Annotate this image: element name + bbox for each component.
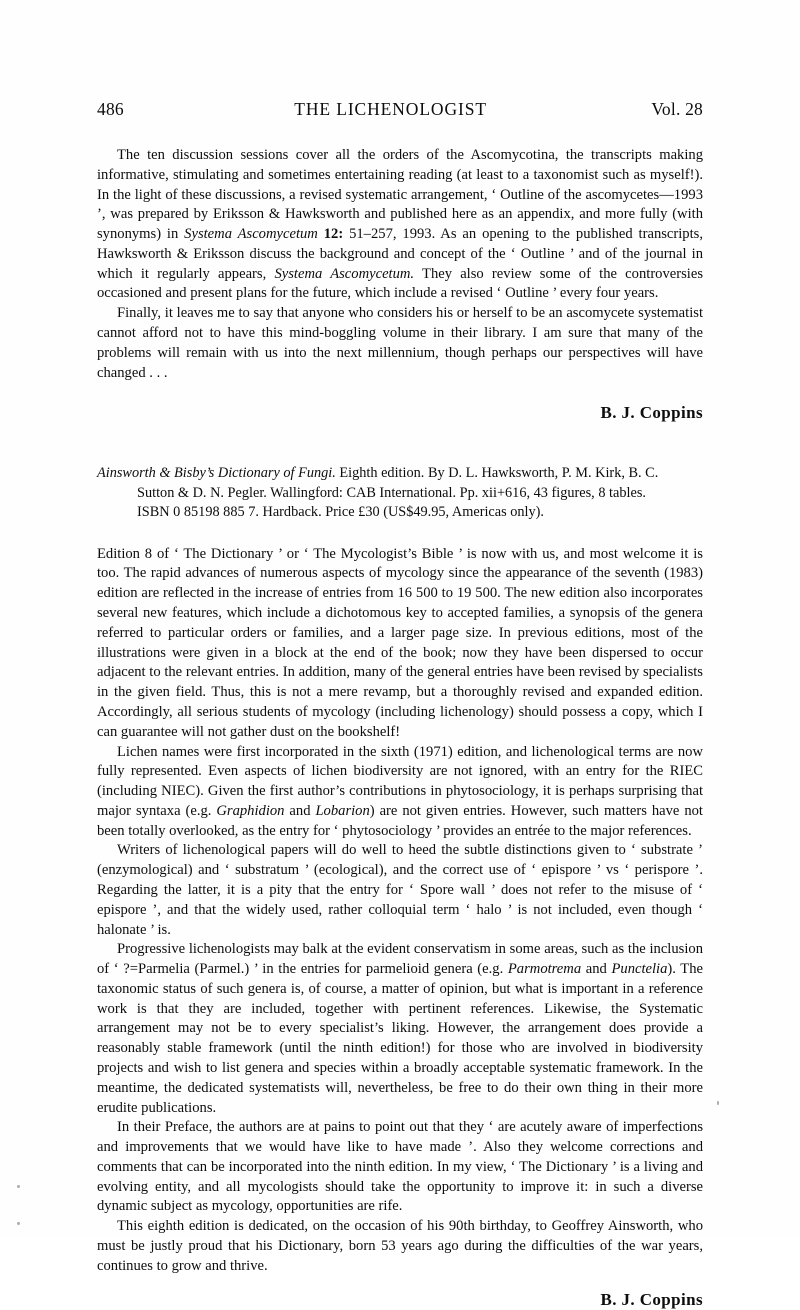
book-title: Ainsworth & Bisby’s Dictionary of Fungi. [97,465,336,482]
review-one-para1-part1: The ten discussion sessions cover all the orders of the Ascomycotina, the transcripts making informative, stimulating and sometimes entertaining reading (at least to a taxonomist such as myself!). In the light of these discussions, a revised systematic arrangement, ‘ Outline of the ascomycetes—1993 ’, was prepared by Eriksson & Hawksworth and published here as an appendix, and more fully (with synonyms) in [97,147,703,243]
taxon-lobarion-italic: Lobarion [315,802,370,819]
taxon-graphidion-italic: Graphidion [216,802,285,819]
review-two-paragraph-1: Edition 8 of ‘ The Dictionary ’ or ‘ The Mycologist’s Bible ’ is now with us, and most welcome it is too. The rapid advances of numerous aspects of mycology since the appearance of the seventh (1983) edition are reflected in the increase of entries from 16 500 to 19 500. The new edition also incorporates several new features, which include a dichotomous key to accepted families, a synopsis of the genera referred to particular orders or families, and a larger page size. In previous editions, most of the illustrations were given in a block at the end of the book; now they have been dispersed to occur adjacent to the relevant entries. In addition, many of the general entries have been revised by specialists in the given field. Thus, this is not a mere revamp, but a thoroughly revised and expanded edition. Accordingly, all serious students of mycology (including lichenology) should possess a copy, which I can guarantee will not gather dust on the bookshelf! [97,545,703,740]
review-one-para1-part2: 51–257, 1993. As an opening to the published transcripts, Hawksworth & Eriksson discuss the background and concept of the ‘ Outline ’ and of the journal in which it regularly appears, [97,226,703,282]
review-one-para1-part3: They also review some of the controversies occasioned and present plans for the future, which include a revised ‘ Outline ’ every four years. [97,265,703,302]
taxon-punctelia-italic: Punctelia [611,961,668,978]
review-two-paragraph-4 [97,940,703,1118]
review-one-paragraph-1 [97,146,703,304]
running-head [97,99,703,120]
spacer-after-citation [97,523,703,545]
review-two-para2-part3: ) are not given entries. However, such matters have not been totally overlooked, as the entry for ‘ phytosociology ’ provides an entrée to the major references. [97,802,703,839]
taxon-parmotrema-italic: Parmotrema [507,961,582,978]
page-content [97,99,703,1310]
review-two-paragraph-2 [97,743,703,842]
review-two-para2-part2: and [284,802,316,819]
page-number: 486 [97,99,124,119]
journal-name-italic-2: Systema Ascomycetum. [274,265,415,282]
review-one-signature: B. J. Coppins [600,403,703,423]
review-two-para2-part1: Lichen names were first incorporated in the sixth (1971) edition, and lichenological terms are now fully represented. Even aspects of lichen biodiversity are not ignored, with an entry for the RIEC (including NIEC). Given the first author’s contributions in phytosociology, it is perhaps surprising that major syntaxa (e.g. [97,743,703,819]
book-citation-line1-rest: Eighth edition. By D. L. Hawksworth, P. M. Kirk, B. C. [335,465,659,482]
scan-artifact-speck [717,1101,719,1105]
review-two-para4-part2: and [581,961,612,978]
book-citation [97,464,703,522]
journal-name-italic: Systema Ascomycetum [184,226,318,243]
spacer-before-citation [97,423,703,464]
book-citation-line2: Sutton & D. N. Pegler. Wallingford: CAB International. Pp. xii+616, 43 figures, 8 tables. [137,484,646,501]
book-citation-line3: ISBN 0 85198 885 7. Hardback. Price £30 (US$49.95, Americas only). [137,504,545,521]
scan-artifact-speck [17,1185,20,1188]
review-two-paragraph-3: Writers of lichenological papers will do well to heed the subtle distinctions given to ‘ substrate ’ (enzymological) and ‘ substratum ’ (ecological), and the correct use of ‘ epispore ’ vs ‘ perispore ’. Regarding the latter, it is a pity that the entry for ‘ Spore wall ’ does not refer to the misuse of ‘ epispore ’, and that the widely used, rather colloquial term ‘ halo ’ is not included, even though ‘ halonate ’ is. [97,842,703,938]
review-two-para4-part3: ). The taxonomic status of such genera is, of course, a matter of opinion, but what is important in a reference work is that they are included, together with pertinent references. Likewise, the Systematic arrangement may not be to every specialist’s liking. However, the arrangement does provide a reasonably stable framework (until the ninth edition!) for those who are involved in biodiversity projects and wish to list genera and species within a broadly acceptable systematic framework. In the meantime, the dedicated systematists will, nevertheless, be free to do their own thing in their more erudite publications. [97,961,703,1116]
volume-number-bold: 12: [323,226,344,243]
review-two-signature: B. J. Coppins [600,1289,703,1309]
review-two-paragraph-5: In their Preface, the authors are at pains to point out that they ‘ are acutely aware of imperfections and improvements that we would have like to have made ’. Also they welcome corrections and comments that can be incorporated into the ninth edition. In my view, ‘ The Dictionary ’ is a living and evolving entity, and all mycologists should take the opportunity to improve it: in such a diverse dynamic subject as mycology, opportunities are rife. [97,1119,703,1215]
review-two-para4-part1: Progressive lichenologists may balk at the evident conservatism in some areas, such as the inclusion of ‘ ?=Parmelia (Parmel.) ’ in the entries for parmelioid genera (e.g. [97,941,703,978]
review-one-paragraph-2: Finally, it leaves me to say that anyone who considers his or herself to be an ascomycete systematist cannot afford not to have this mind-boggling volume in their library. I am sure that many of the problems will remain with us into the next millennium, though perhaps our perspectives will have changed . . . [97,305,703,381]
journal-title: THE LICHENOLOGIST [294,99,487,119]
volume-label: Vol. 28 [651,99,703,119]
scan-artifact-speck [17,1222,20,1225]
review-two-paragraph-6: This eighth edition is dedicated, on the occasion of his 90th birthday, to Geoffrey Ainsworth, who must be justly proud that his Dictionary, born 53 years ago during the difficulties of the war years, continues to grow and thrive. [97,1218,703,1274]
